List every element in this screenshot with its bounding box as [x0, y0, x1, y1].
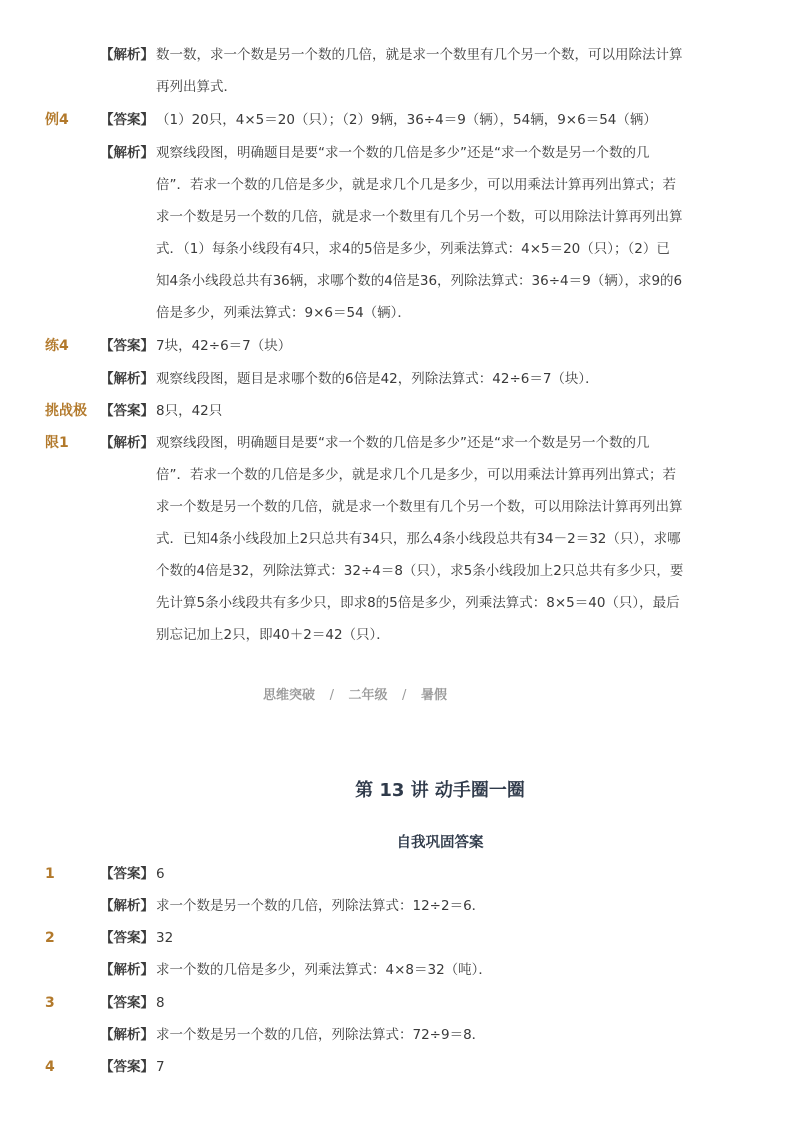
jiexi-tag: 【解析】	[100, 1027, 154, 1043]
footer-separator: /	[402, 688, 407, 703]
jiexi-tag: 【解析】	[100, 435, 154, 451]
item-2-jiexi-row	[0, 957, 800, 983]
challenge-label-line1: 挑战极	[45, 403, 87, 419]
practice4-jiexi-row	[0, 366, 800, 392]
challenge-jiexi-row-5	[0, 558, 800, 584]
example4-jiexi-row-1	[0, 140, 800, 166]
item-number: 4	[45, 1059, 55, 1075]
item-3-jiexi-row	[0, 1022, 800, 1048]
item-answer: 7	[156, 1059, 165, 1075]
item-2-answer-row	[0, 925, 800, 951]
example4-answer-row	[0, 107, 800, 133]
jiexi-text: 再列出算式．	[156, 79, 237, 95]
jiexi-tag: 【解析】	[100, 371, 154, 387]
jiexi-text: 个数的4倍是32，列除法算式：32÷4＝8（只），求5条小线段加上2只总共有多少只，要	[156, 563, 684, 579]
item-answer: 8	[156, 995, 165, 1011]
challenge-jiexi-row-2	[0, 462, 800, 488]
item-number: 3	[45, 995, 55, 1011]
answer-tag: 【答案】	[100, 338, 154, 354]
example4-jiexi-row-2	[0, 172, 800, 198]
jiexi-tag: 【解析】	[100, 962, 154, 978]
top-jiexi-row-2	[0, 74, 800, 100]
practice4-answer-row	[0, 333, 800, 359]
example4-jiexi-row-4	[0, 236, 800, 262]
section-title: 自我巩固答案	[396, 835, 484, 851]
item-answer: 6	[156, 866, 165, 882]
item-3-answer-row	[0, 990, 800, 1016]
jiexi-text: 求一个数是另一个数的几倍，就是求一个数里有几个另一个数，可以用除法计算再列出算	[156, 499, 683, 515]
item-1-answer-row	[0, 861, 800, 887]
challenge-jiexi-row-1	[0, 430, 800, 456]
challenge-label-line2: 限1	[45, 435, 69, 451]
top-jiexi-row-1	[0, 42, 800, 68]
jiexi-text: 倍”．若求一个数的几倍是多少，就是求几个几是多少，可以用乘法计算再列出算式；若	[156, 467, 676, 483]
answer-tag: 【答案】	[100, 1059, 154, 1075]
footer-separator: /	[329, 688, 334, 703]
jiexi-text: 知4条小线段总共有36辆，求哪个数的4倍是36，列除法算式：36÷4＝9（辆），求9的6	[156, 273, 683, 289]
example4-answer: （1）20只，4×5＝20（只）；（2）9辆，36÷4＝9（辆），54辆，9×6＝54（辆）	[156, 112, 657, 128]
footer-part2: 二年级	[348, 688, 388, 703]
item-number: 2	[45, 930, 55, 946]
answer-tag: 【答案】	[100, 995, 154, 1011]
item-jiexi: 求一个数是另一个数的几倍，列除法算式：72÷9＝8．	[156, 1027, 486, 1043]
jiexi-tag: 【解析】	[100, 145, 154, 161]
challenge-answer: 8只，42只	[156, 403, 223, 419]
jiexi-text: 式．已知4条小线段加上2只总共有34只，那么4条小线段总共有34－2＝32（只），求哪	[156, 531, 681, 547]
item-number: 1	[45, 866, 55, 882]
jiexi-text: 求一个数是另一个数的几倍，就是求一个数里有几个另一个数，可以用除法计算再列出算	[156, 209, 683, 225]
answer-tag: 【答案】	[100, 866, 154, 882]
challenge-jiexi-row-7	[0, 622, 800, 648]
jiexi-text: 观察线段图，题目是求哪个数的6倍是42，列除法算式：42÷6＝7（块）．	[156, 371, 599, 387]
item-jiexi: 求一个数的几倍是多少，列乘法算式：4×8＝32（吨）．	[156, 962, 492, 978]
lecture-title: 第 13 讲 动手圈一圈	[355, 780, 525, 801]
item-4-answer-row	[0, 1054, 800, 1080]
example4-jiexi-row-5	[0, 268, 800, 294]
jiexi-tag: 【解析】	[100, 47, 154, 63]
page-footer	[0, 684, 710, 703]
footer-part1: 思维突破	[263, 688, 316, 703]
jiexi-text: 倍是多少，列乘法算式：9×6＝54（辆）．	[156, 305, 411, 321]
challenge-answer-row	[0, 398, 800, 424]
answer-tag: 【答案】	[100, 112, 154, 128]
jiexi-text: 观察线段图，明确题目是要“求一个数的几倍是多少”还是“求一个数是另一个数的几	[156, 145, 650, 161]
challenge-jiexi-row-6	[0, 590, 800, 616]
answer-tag: 【答案】	[100, 403, 154, 419]
example4-jiexi-row-6	[0, 300, 800, 326]
example4-jiexi-row-3	[0, 204, 800, 230]
example4-label: 例4	[45, 112, 69, 128]
practice4-label: 练4	[45, 338, 69, 354]
footer-part3: 暑假	[420, 688, 447, 703]
challenge-jiexi-row-4	[0, 526, 800, 552]
jiexi-text: 倍”．若求一个数的几倍是多少，就是求几个几是多少，可以用乘法计算再列出算式；若	[156, 177, 676, 193]
jiexi-text: 式．（1）每条小线段有4只，求4的5倍是多少，列乘法算式：4×5＝20（只）；（2）已	[156, 241, 670, 257]
jiexi-text: 先计算5条小线段共有多少只，即求8的5倍是多少，列乘法算式：8×5＝40（只），最后	[156, 595, 680, 611]
challenge-jiexi-row-3	[0, 494, 800, 520]
item-answer: 32	[156, 930, 174, 946]
jiexi-tag: 【解析】	[100, 898, 154, 914]
item-1-jiexi-row	[0, 893, 800, 919]
jiexi-text: 数一数，求一个数是另一个数的几倍，就是求一个数里有几个另一个数，可以用除法计算	[156, 47, 683, 63]
practice4-answer: 7块，42÷6＝7（块）	[156, 338, 292, 354]
answer-tag: 【答案】	[100, 930, 154, 946]
item-jiexi: 求一个数是另一个数的几倍，列除法算式：12÷2＝6．	[156, 898, 486, 914]
jiexi-text: 观察线段图，明确题目是要“求一个数的几倍是多少”还是“求一个数是另一个数的几	[156, 435, 650, 451]
jiexi-text: 别忘记加上2只，即40＋2＝42（只）．	[156, 627, 390, 643]
